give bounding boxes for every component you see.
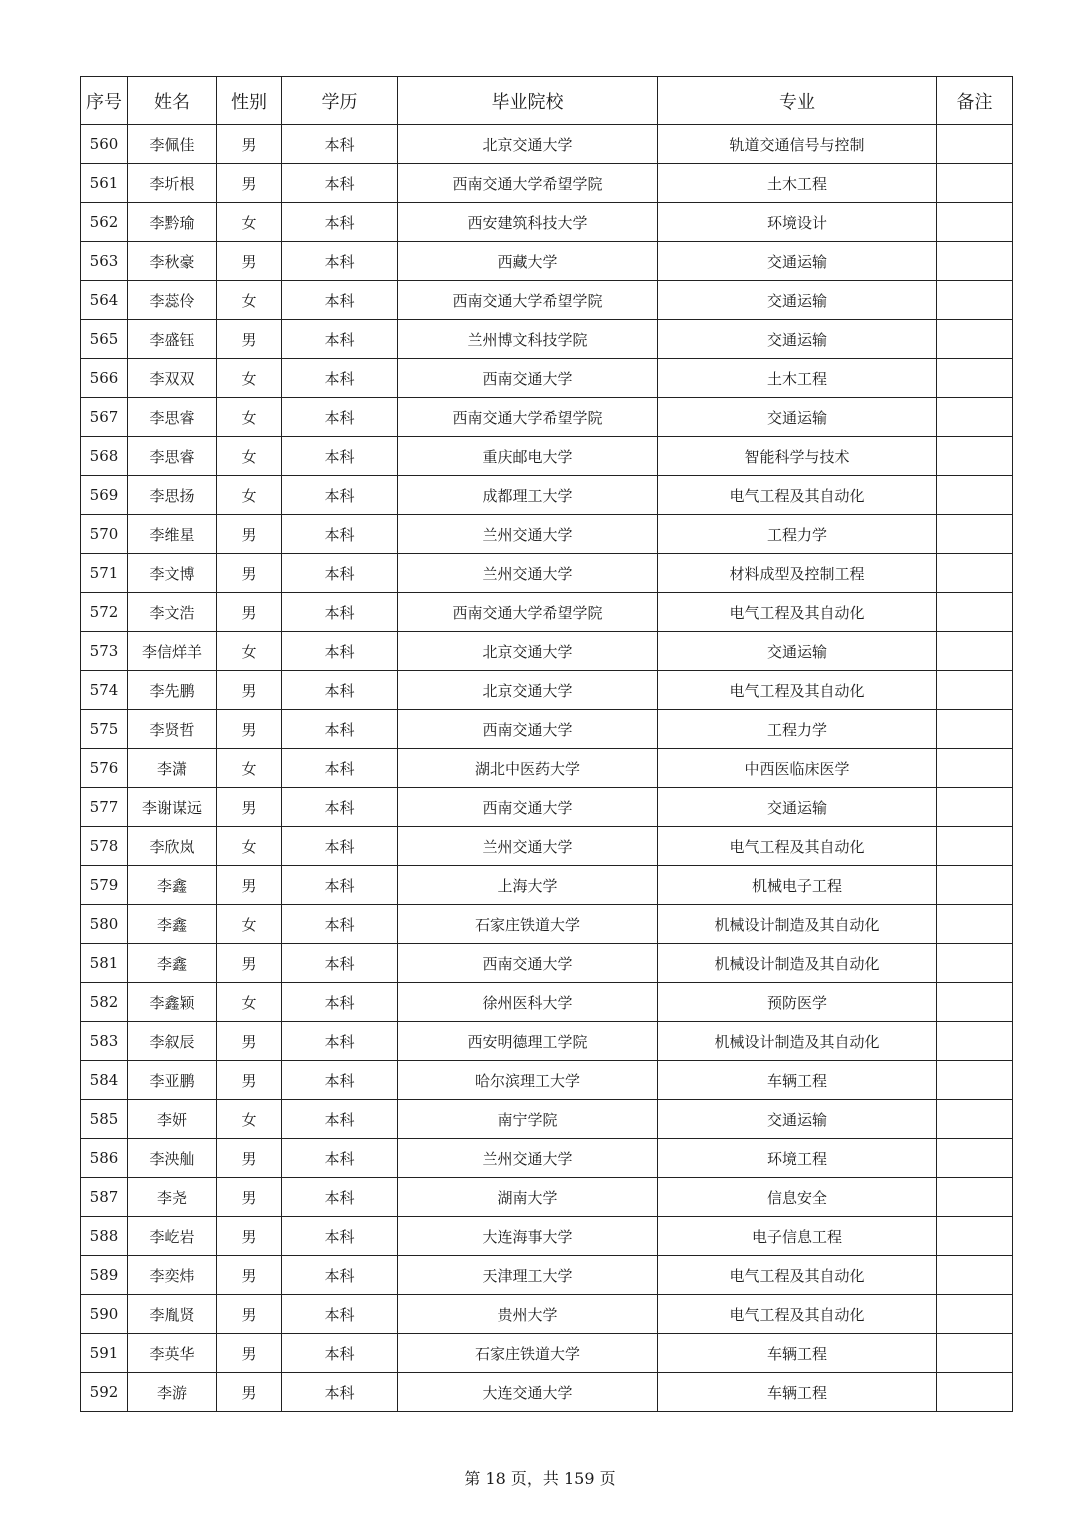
cell-name: 李黔瑜	[128, 203, 217, 242]
cell-gender: 男	[217, 1256, 282, 1295]
cell-major: 环境工程	[658, 1139, 937, 1178]
cell-education: 本科	[282, 164, 398, 203]
table-row	[81, 1139, 1013, 1178]
cell-gender: 男	[217, 866, 282, 905]
cell-name: 李思睿	[128, 437, 217, 476]
cell-school: 南宁学院	[398, 1100, 658, 1139]
cell-school: 西安建筑科技大学	[398, 203, 658, 242]
cell-remarks	[937, 242, 1013, 281]
cell-school: 西藏大学	[398, 242, 658, 281]
cell-major: 电气工程及其自动化	[658, 671, 937, 710]
cell-gender: 男	[217, 1217, 282, 1256]
cell-education: 本科	[282, 281, 398, 320]
cell-gender: 女	[217, 203, 282, 242]
cell-gender: 女	[217, 1100, 282, 1139]
cell-remarks	[937, 866, 1013, 905]
table-row	[81, 749, 1013, 788]
table-row	[81, 983, 1013, 1022]
cell-education: 本科	[282, 866, 398, 905]
table-row	[81, 1100, 1013, 1139]
cell-education: 本科	[282, 983, 398, 1022]
header-major: 专业	[658, 77, 937, 125]
cell-remarks	[937, 1334, 1013, 1373]
cell-school: 北京交通大学	[398, 125, 658, 164]
cell-gender: 男	[217, 515, 282, 554]
cell-gender: 男	[217, 320, 282, 359]
cell-gender: 男	[217, 1178, 282, 1217]
cell-remarks	[937, 320, 1013, 359]
cell-education: 本科	[282, 515, 398, 554]
cell-index: 589	[81, 1256, 128, 1295]
cell-major: 轨道交通信号与控制	[658, 125, 937, 164]
cell-major: 交通运输	[658, 1100, 937, 1139]
cell-index: 569	[81, 476, 128, 515]
cell-school: 北京交通大学	[398, 632, 658, 671]
cell-school: 西南交通大学希望学院	[398, 281, 658, 320]
cell-major: 交通运输	[658, 320, 937, 359]
cell-gender: 男	[217, 1061, 282, 1100]
cell-remarks	[937, 1256, 1013, 1295]
roster-table-container	[80, 76, 1012, 1412]
cell-major: 智能科学与技术	[658, 437, 937, 476]
cell-index: 587	[81, 1178, 128, 1217]
cell-remarks	[937, 710, 1013, 749]
cell-name: 李尧	[128, 1178, 217, 1217]
cell-school: 大连海事大学	[398, 1217, 658, 1256]
header-name: 姓名	[128, 77, 217, 125]
cell-name: 李思扬	[128, 476, 217, 515]
cell-remarks	[937, 515, 1013, 554]
cell-school: 兰州交通大学	[398, 1139, 658, 1178]
cell-gender: 男	[217, 593, 282, 632]
cell-index: 565	[81, 320, 128, 359]
cell-major: 机械设计制造及其自动化	[658, 905, 937, 944]
cell-index: 582	[81, 983, 128, 1022]
header-education: 学历	[282, 77, 398, 125]
cell-gender: 女	[217, 905, 282, 944]
cell-school: 贵州大学	[398, 1295, 658, 1334]
cell-index: 575	[81, 710, 128, 749]
cell-school: 西南交通大学	[398, 944, 658, 983]
cell-school: 兰州博文科技学院	[398, 320, 658, 359]
table-row	[81, 1373, 1013, 1412]
cell-name: 李圻根	[128, 164, 217, 203]
cell-gender: 女	[217, 281, 282, 320]
cell-major: 交通运输	[658, 242, 937, 281]
cell-education: 本科	[282, 359, 398, 398]
table-row	[81, 164, 1013, 203]
cell-remarks	[937, 1100, 1013, 1139]
cell-gender: 女	[217, 827, 282, 866]
table-row	[81, 710, 1013, 749]
cell-name: 李屹岩	[128, 1217, 217, 1256]
cell-name: 李鑫颖	[128, 983, 217, 1022]
cell-school: 西南交通大学	[398, 359, 658, 398]
table-row	[81, 788, 1013, 827]
cell-school: 湖南大学	[398, 1178, 658, 1217]
cell-major: 材料成型及控制工程	[658, 554, 937, 593]
cell-name: 李双双	[128, 359, 217, 398]
cell-education: 本科	[282, 671, 398, 710]
cell-index: 585	[81, 1100, 128, 1139]
cell-name: 李盛钰	[128, 320, 217, 359]
cell-education: 本科	[282, 593, 398, 632]
cell-major: 电气工程及其自动化	[658, 593, 937, 632]
cell-name: 李谢谋远	[128, 788, 217, 827]
cell-major: 交通运输	[658, 398, 937, 437]
cell-index: 591	[81, 1334, 128, 1373]
cell-remarks	[937, 359, 1013, 398]
cell-education: 本科	[282, 827, 398, 866]
cell-index: 579	[81, 866, 128, 905]
cell-education: 本科	[282, 1061, 398, 1100]
table-row	[81, 437, 1013, 476]
table-row	[81, 866, 1013, 905]
cell-education: 本科	[282, 1100, 398, 1139]
cell-remarks	[937, 749, 1013, 788]
cell-remarks	[937, 125, 1013, 164]
cell-gender: 男	[217, 1022, 282, 1061]
cell-name: 李妍	[128, 1100, 217, 1139]
cell-remarks	[937, 1373, 1013, 1412]
cell-school: 徐州医科大学	[398, 983, 658, 1022]
cell-name: 李文博	[128, 554, 217, 593]
cell-school: 石家庄铁道大学	[398, 1334, 658, 1373]
cell-index: 560	[81, 125, 128, 164]
cell-remarks	[937, 593, 1013, 632]
cell-school: 兰州交通大学	[398, 554, 658, 593]
cell-name: 李信烊羊	[128, 632, 217, 671]
cell-education: 本科	[282, 437, 398, 476]
cell-school: 兰州交通大学	[398, 827, 658, 866]
cell-index: 570	[81, 515, 128, 554]
table-header-row	[81, 77, 1013, 125]
cell-school: 上海大学	[398, 866, 658, 905]
cell-gender: 男	[217, 164, 282, 203]
cell-school: 哈尔滨理工大学	[398, 1061, 658, 1100]
cell-education: 本科	[282, 1334, 398, 1373]
cell-gender: 男	[217, 671, 282, 710]
cell-remarks	[937, 632, 1013, 671]
cell-education: 本科	[282, 125, 398, 164]
table-row	[81, 1334, 1013, 1373]
cell-index: 573	[81, 632, 128, 671]
cell-major: 交通运输	[658, 632, 937, 671]
cell-major: 工程力学	[658, 515, 937, 554]
cell-major: 交通运输	[658, 281, 937, 320]
cell-school: 西南交通大学希望学院	[398, 593, 658, 632]
cell-school: 重庆邮电大学	[398, 437, 658, 476]
table-row	[81, 554, 1013, 593]
cell-education: 本科	[282, 242, 398, 281]
cell-index: 571	[81, 554, 128, 593]
cell-name: 李鑫	[128, 944, 217, 983]
cell-education: 本科	[282, 1295, 398, 1334]
cell-education: 本科	[282, 1139, 398, 1178]
cell-education: 本科	[282, 476, 398, 515]
cell-school: 西南交通大学希望学院	[398, 164, 658, 203]
cell-remarks	[937, 905, 1013, 944]
page-footer: 第 18 页，共 159 页	[464, 1469, 616, 1488]
table-row	[81, 515, 1013, 554]
cell-index: 574	[81, 671, 128, 710]
header-remarks: 备注	[937, 77, 1013, 125]
cell-education: 本科	[282, 1022, 398, 1061]
cell-remarks	[937, 944, 1013, 983]
table-row	[81, 1217, 1013, 1256]
cell-name: 李蕊伶	[128, 281, 217, 320]
cell-index: 586	[81, 1139, 128, 1178]
cell-name: 李泱舢	[128, 1139, 217, 1178]
cell-gender: 女	[217, 983, 282, 1022]
cell-school: 西安明德理工学院	[398, 1022, 658, 1061]
cell-education: 本科	[282, 1178, 398, 1217]
table-row	[81, 1295, 1013, 1334]
cell-remarks	[937, 1217, 1013, 1256]
cell-index: 588	[81, 1217, 128, 1256]
cell-name: 李叙辰	[128, 1022, 217, 1061]
table-row	[81, 125, 1013, 164]
cell-gender: 男	[217, 554, 282, 593]
table-body	[81, 125, 1013, 1412]
cell-gender: 男	[217, 242, 282, 281]
cell-index: 563	[81, 242, 128, 281]
cell-gender: 男	[217, 788, 282, 827]
cell-name: 李英华	[128, 1334, 217, 1373]
cell-name: 李文浩	[128, 593, 217, 632]
cell-education: 本科	[282, 554, 398, 593]
cell-major: 电气工程及其自动化	[658, 476, 937, 515]
table-row	[81, 242, 1013, 281]
table-row	[81, 1061, 1013, 1100]
cell-education: 本科	[282, 749, 398, 788]
cell-education: 本科	[282, 905, 398, 944]
cell-index: 578	[81, 827, 128, 866]
table-row	[81, 203, 1013, 242]
cell-name: 李游	[128, 1373, 217, 1412]
cell-school: 兰州交通大学	[398, 515, 658, 554]
cell-index: 576	[81, 749, 128, 788]
table-row	[81, 1256, 1013, 1295]
table-row	[81, 905, 1013, 944]
cell-major: 机械电子工程	[658, 866, 937, 905]
cell-name: 李潇	[128, 749, 217, 788]
cell-gender: 男	[217, 1334, 282, 1373]
cell-school: 湖北中医药大学	[398, 749, 658, 788]
cell-index: 568	[81, 437, 128, 476]
cell-gender: 女	[217, 398, 282, 437]
cell-name: 李鑫	[128, 905, 217, 944]
cell-major: 信息安全	[658, 1178, 937, 1217]
table-row	[81, 827, 1013, 866]
cell-gender: 女	[217, 359, 282, 398]
cell-gender: 男	[217, 1373, 282, 1412]
cell-remarks	[937, 1022, 1013, 1061]
cell-remarks	[937, 1178, 1013, 1217]
table-row	[81, 671, 1013, 710]
table-row	[81, 944, 1013, 983]
cell-major: 电气工程及其自动化	[658, 1256, 937, 1295]
cell-gender: 男	[217, 710, 282, 749]
cell-remarks	[937, 983, 1013, 1022]
table-row	[81, 398, 1013, 437]
cell-major: 电气工程及其自动化	[658, 1295, 937, 1334]
cell-school: 北京交通大学	[398, 671, 658, 710]
cell-school: 西南交通大学	[398, 788, 658, 827]
cell-index: 562	[81, 203, 128, 242]
cell-major: 电气工程及其自动化	[658, 827, 937, 866]
table-row	[81, 476, 1013, 515]
cell-major: 土木工程	[658, 359, 937, 398]
cell-school: 石家庄铁道大学	[398, 905, 658, 944]
cell-remarks	[937, 1139, 1013, 1178]
cell-major: 机械设计制造及其自动化	[658, 1022, 937, 1061]
header-gender: 性别	[217, 77, 282, 125]
cell-gender: 女	[217, 632, 282, 671]
cell-education: 本科	[282, 710, 398, 749]
cell-index: 577	[81, 788, 128, 827]
cell-school: 成都理工大学	[398, 476, 658, 515]
cell-gender: 女	[217, 749, 282, 788]
cell-gender: 女	[217, 437, 282, 476]
cell-remarks	[937, 164, 1013, 203]
cell-remarks	[937, 281, 1013, 320]
cell-major: 电子信息工程	[658, 1217, 937, 1256]
cell-index: 572	[81, 593, 128, 632]
cell-major: 预防医学	[658, 983, 937, 1022]
cell-education: 本科	[282, 1217, 398, 1256]
cell-major: 中西医临床医学	[658, 749, 937, 788]
header-school: 毕业院校	[398, 77, 658, 125]
cell-name: 李欣岚	[128, 827, 217, 866]
cell-name: 李奕炜	[128, 1256, 217, 1295]
table-row	[81, 593, 1013, 632]
cell-school: 天津理工大学	[398, 1256, 658, 1295]
table-row	[81, 1178, 1013, 1217]
cell-index: 592	[81, 1373, 128, 1412]
cell-gender: 男	[217, 1295, 282, 1334]
cell-index: 583	[81, 1022, 128, 1061]
cell-major: 车辆工程	[658, 1061, 937, 1100]
table-row	[81, 632, 1013, 671]
cell-remarks	[937, 1061, 1013, 1100]
table-row	[81, 359, 1013, 398]
cell-education: 本科	[282, 398, 398, 437]
cell-index: 590	[81, 1295, 128, 1334]
cell-school: 西南交通大学	[398, 710, 658, 749]
cell-major: 车辆工程	[658, 1373, 937, 1412]
cell-major: 土木工程	[658, 164, 937, 203]
cell-school: 西南交通大学希望学院	[398, 398, 658, 437]
cell-name: 李胤贤	[128, 1295, 217, 1334]
cell-education: 本科	[282, 320, 398, 359]
table-row	[81, 1022, 1013, 1061]
cell-name: 李佩佳	[128, 125, 217, 164]
cell-remarks	[937, 554, 1013, 593]
cell-name: 李亚鹏	[128, 1061, 217, 1100]
cell-name: 李贤哲	[128, 710, 217, 749]
cell-gender: 男	[217, 1139, 282, 1178]
cell-name: 李鑫	[128, 866, 217, 905]
cell-major: 工程力学	[658, 710, 937, 749]
cell-education: 本科	[282, 1373, 398, 1412]
cell-name: 李维星	[128, 515, 217, 554]
cell-index: 584	[81, 1061, 128, 1100]
cell-name: 李思睿	[128, 398, 217, 437]
cell-education: 本科	[282, 944, 398, 983]
roster-table	[80, 76, 1013, 1412]
cell-major: 车辆工程	[658, 1334, 937, 1373]
table-row	[81, 320, 1013, 359]
cell-major: 机械设计制造及其自动化	[658, 944, 937, 983]
cell-index: 580	[81, 905, 128, 944]
cell-remarks	[937, 437, 1013, 476]
cell-gender: 男	[217, 125, 282, 164]
cell-major: 交通运输	[658, 788, 937, 827]
cell-name: 李先鹏	[128, 671, 217, 710]
cell-remarks	[937, 398, 1013, 437]
cell-major: 环境设计	[658, 203, 937, 242]
cell-index: 581	[81, 944, 128, 983]
cell-education: 本科	[282, 203, 398, 242]
cell-school: 大连交通大学	[398, 1373, 658, 1412]
cell-remarks	[937, 1295, 1013, 1334]
header-index: 序号	[81, 77, 128, 125]
cell-education: 本科	[282, 632, 398, 671]
cell-index: 567	[81, 398, 128, 437]
table-row	[81, 281, 1013, 320]
cell-remarks	[937, 827, 1013, 866]
cell-remarks	[937, 203, 1013, 242]
cell-education: 本科	[282, 1256, 398, 1295]
cell-education: 本科	[282, 788, 398, 827]
cell-index: 561	[81, 164, 128, 203]
cell-remarks	[937, 788, 1013, 827]
cell-gender: 男	[217, 944, 282, 983]
cell-index: 566	[81, 359, 128, 398]
cell-remarks	[937, 671, 1013, 710]
cell-gender: 女	[217, 476, 282, 515]
cell-index: 564	[81, 281, 128, 320]
cell-remarks	[937, 476, 1013, 515]
cell-name: 李秋豪	[128, 242, 217, 281]
